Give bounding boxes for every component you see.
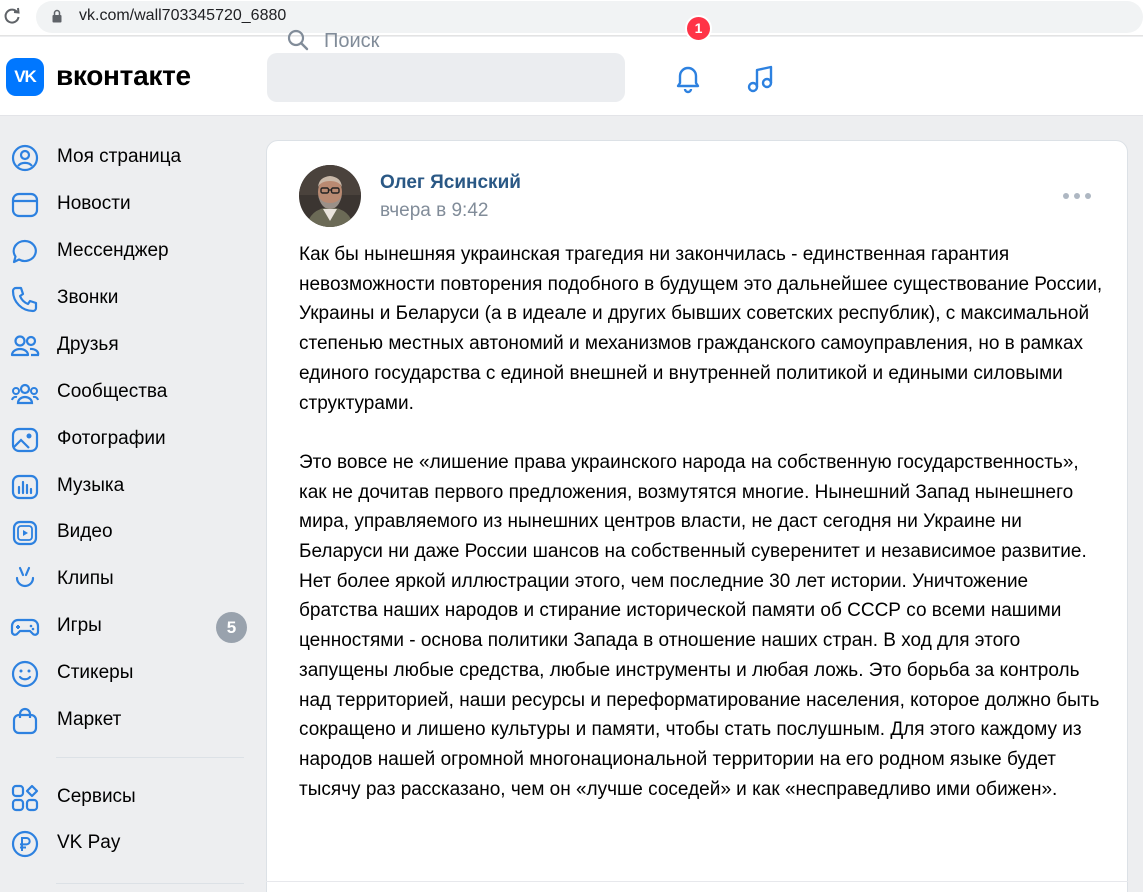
sidebar-item-video[interactable] — [0, 510, 256, 552]
sidebar-item-market[interactable] — [0, 698, 256, 740]
url-text[interactable]: vk.com/wall703345720_6880 — [79, 7, 287, 24]
gamepad-icon — [10, 612, 40, 642]
notifications-badge: 1 — [685, 15, 712, 42]
vk-logo-icon[interactable] — [6, 58, 44, 96]
ruble-icon — [10, 829, 40, 859]
sidebar-item-label: Сообщества — [57, 381, 168, 402]
communities-icon — [10, 378, 40, 408]
post-timestamp[interactable]: вчера в 9:42 — [380, 200, 489, 221]
sidebar-item-my-page[interactable] — [0, 135, 256, 177]
games-count-badge: 5 — [216, 612, 247, 643]
sidebar-item-games[interactable] — [0, 604, 256, 646]
sidebar-item-news[interactable] — [0, 182, 256, 224]
search-icon — [287, 29, 309, 51]
sidebar-item-stickers[interactable] — [0, 651, 256, 693]
logo-text[interactable]: вконтакте — [56, 60, 191, 91]
bell-icon[interactable] — [672, 62, 704, 94]
sidebar-item-clips[interactable] — [0, 557, 256, 599]
friends-icon — [10, 331, 40, 361]
post-text — [299, 240, 1109, 804]
chat-bubble-icon — [10, 237, 40, 267]
sidebar-item-friends[interactable] — [0, 323, 256, 365]
video-icon — [10, 518, 40, 548]
sidebar-divider — [56, 757, 244, 758]
smile-icon — [10, 659, 40, 689]
sidebar-item-label: Маркет — [57, 709, 122, 730]
post-author-name[interactable]: Олег Ясинский — [380, 172, 521, 193]
sidebar-item-label: Звонки — [57, 287, 119, 308]
music-note-icon[interactable] — [744, 62, 778, 96]
shopping-bag-icon — [10, 706, 40, 736]
sidebar-item-calls[interactable] — [0, 276, 256, 318]
sidebar-item-label: Моя страница — [57, 146, 182, 167]
site-header — [0, 37, 1143, 116]
user-circle-icon — [10, 143, 40, 173]
sidebar-item-vk-pay[interactable] — [0, 821, 256, 863]
sidebar-item-label: Мессенджер — [57, 240, 169, 261]
sidebar-divider — [56, 883, 244, 884]
sidebar-item-music[interactable] — [0, 464, 256, 506]
sidebar-item-label: Стикеры — [57, 662, 134, 683]
reload-icon[interactable] — [2, 6, 22, 26]
sidebar-item-label: Клипы — [57, 568, 114, 589]
photo-icon — [10, 425, 40, 455]
clips-icon — [10, 565, 40, 595]
post-paragraph: Как бы нынешняя украинская трагедия ни закончилась - единственная гарантия невозможности повторения подобного в будущем это дальнейшее существование России, Украины и Беларуси (а в идеале и других бывших советских республик), с максимальной степенью местных автономий и механизмов гражданского самоуправления, но в рамках единого государства с единой внешней и внутренней политикой и едиными силовыми структурами. — [299, 244, 1103, 414]
post-footer-divider — [266, 881, 1128, 882]
sidebar-item-label: Фотографии — [57, 428, 166, 449]
more-options-icon[interactable] — [1062, 188, 1092, 204]
search-placeholder: Поиск — [324, 30, 380, 52]
sidebar-item-label: Музыка — [57, 475, 125, 496]
sidebar-item-messenger[interactable] — [0, 229, 256, 271]
sidebar-item-services[interactable] — [0, 775, 256, 817]
sidebar-item-photos[interactable] — [0, 417, 256, 459]
lock-icon[interactable] — [52, 9, 62, 23]
phone-icon — [10, 284, 40, 314]
services-grid-icon — [10, 783, 40, 813]
author-avatar[interactable] — [299, 165, 361, 227]
music-bars-icon — [10, 472, 40, 502]
browser-url-bar — [0, 0, 1143, 36]
sidebar-item-communities[interactable] — [0, 370, 256, 412]
sidebar-item-label: Друзья — [57, 334, 119, 355]
post-paragraph: Это вовсе не «лишение права украинского народа на собственную государственность», как не дочитав первого предложения, возмутятся многие. Нынешний Запад нынешнего мира, управляемого из нынешних центров власти, не даст сегодня ни Украине ни Беларуси ни даже России шансов на собственный суверенитет и независимое развитие. Нет более яркой иллюстрации этого, чем последние 30 лет истории. Уничтожение братства наших народов и стирание исторической памяти об СССР со всеми нашими ценностями - основа политики Запада в отношение наших стран. В ход для этого запущены любые средства, любые инструменты и любая ложь. Это борьба за контроль над территорией, наши ресурсы и переформатирование населения, которое должно быть сокращено и лишено культуры и памяти, чтобы стать послушным. Для этого каждому из народов нашей огромной многонациональной территории на его родном языке будет тысячу раз рассказано, чем он «лучше соседей» и как «несправедливо ими обижен». — [299, 451, 1100, 800]
sidebar-item-label: Видео — [57, 521, 113, 542]
newspaper-icon — [10, 190, 40, 220]
sidebar-item-label: VK Pay — [57, 832, 121, 853]
search-input[interactable] — [267, 53, 625, 102]
sidebar-item-label: Игры — [57, 615, 102, 636]
sidebar-item-label: Новости — [57, 193, 131, 214]
sidebar-item-label: Сервисы — [57, 786, 136, 807]
logo-mark: VK — [14, 67, 36, 86]
